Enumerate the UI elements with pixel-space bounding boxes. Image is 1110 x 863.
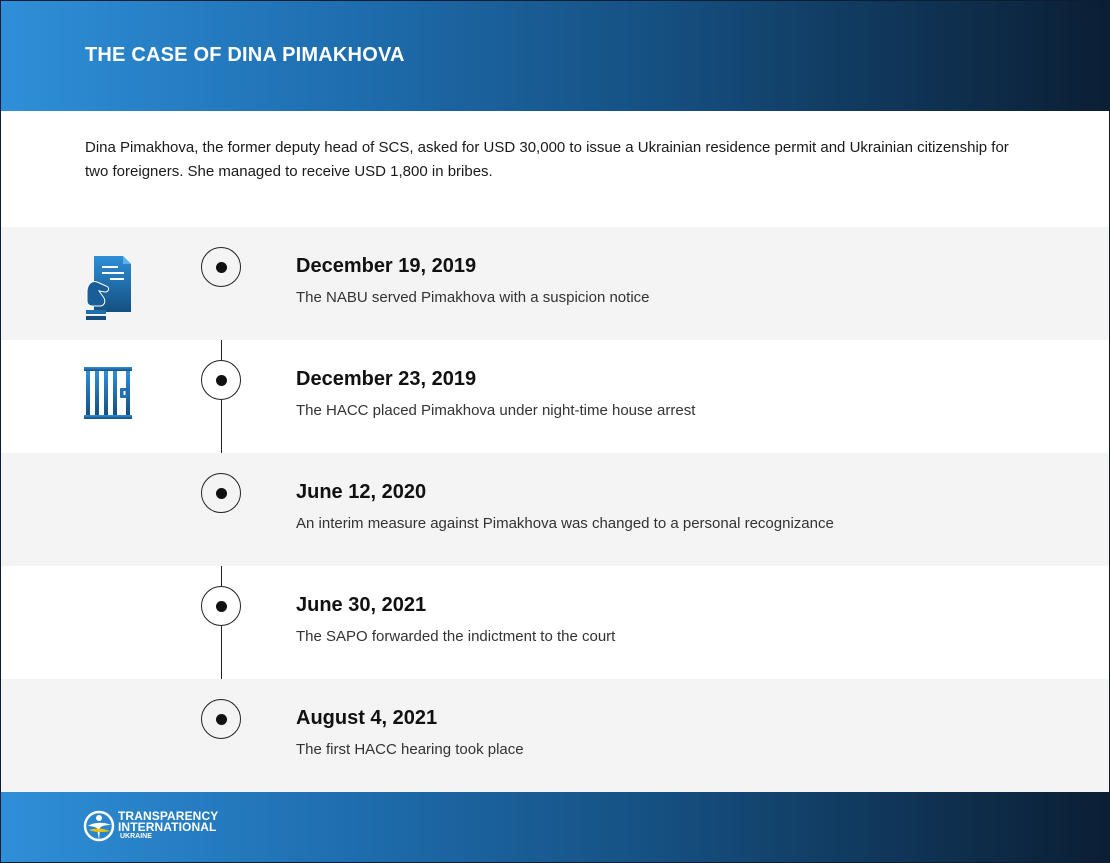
timeline-node: [201, 247, 241, 287]
transparency-international-logo: [83, 810, 218, 842]
logo-line-1: TRANSPARENCY: [118, 809, 219, 823]
timeline-dot: [216, 262, 227, 273]
event-date: August 4, 2021: [296, 707, 438, 729]
timeline-node: [201, 473, 241, 513]
event-description: The SAPO forwarded the indictment to the court: [296, 628, 616, 645]
event-date: December 19, 2019: [296, 255, 477, 277]
timeline-dot: [216, 601, 227, 612]
timeline-node: [201, 586, 241, 626]
header-banner: [0, 0, 1110, 111]
logo-text: [118, 811, 218, 841]
timeline-dot: [216, 375, 227, 386]
timeline-event: [0, 566, 1110, 679]
event-description: The NABU served Pimakhova with a suspicion notice: [296, 289, 650, 306]
timeline-dot: [216, 488, 227, 499]
timeline-dot: [216, 714, 227, 725]
timeline-node: [201, 699, 241, 739]
timeline-event: [0, 453, 1110, 566]
page-title: THE CASE OF DINA PIMAKHOVA: [85, 44, 405, 66]
timeline-node: [201, 360, 241, 400]
timeline: [0, 227, 1110, 792]
event-description: The HACC placed Pimakhova under night-time house arrest: [296, 402, 696, 419]
logo-line-3: UKRAINE: [120, 833, 152, 840]
event-description: The first HACC hearing took place: [296, 741, 524, 758]
prison-bars-icon: [84, 367, 132, 426]
event-date: June 30, 2021: [296, 594, 427, 616]
document-hand-icon: [84, 254, 132, 329]
timeline-event: [0, 227, 1110, 340]
timeline-event: [0, 679, 1110, 792]
event-date: June 12, 2020: [296, 481, 427, 503]
logo-line-2: INTERNATIONAL: [118, 820, 217, 834]
footer-banner: [0, 792, 1110, 863]
event-date: December 23, 2019: [296, 368, 477, 390]
ti-logo-icon: [83, 810, 115, 842]
timeline-event: [0, 340, 1110, 453]
intro-paragraph: Dina Pimakhova, the former deputy head of SCS, asked for USD 30,000 to issue a Ukrainian residence permit and Ukrainian citizenship for two foreigners. She managed to receive USD 1,800 in bribes.: [85, 139, 1009, 180]
event-description: An interim measure against Pimakhova was changed to a personal recognizance: [296, 515, 834, 532]
